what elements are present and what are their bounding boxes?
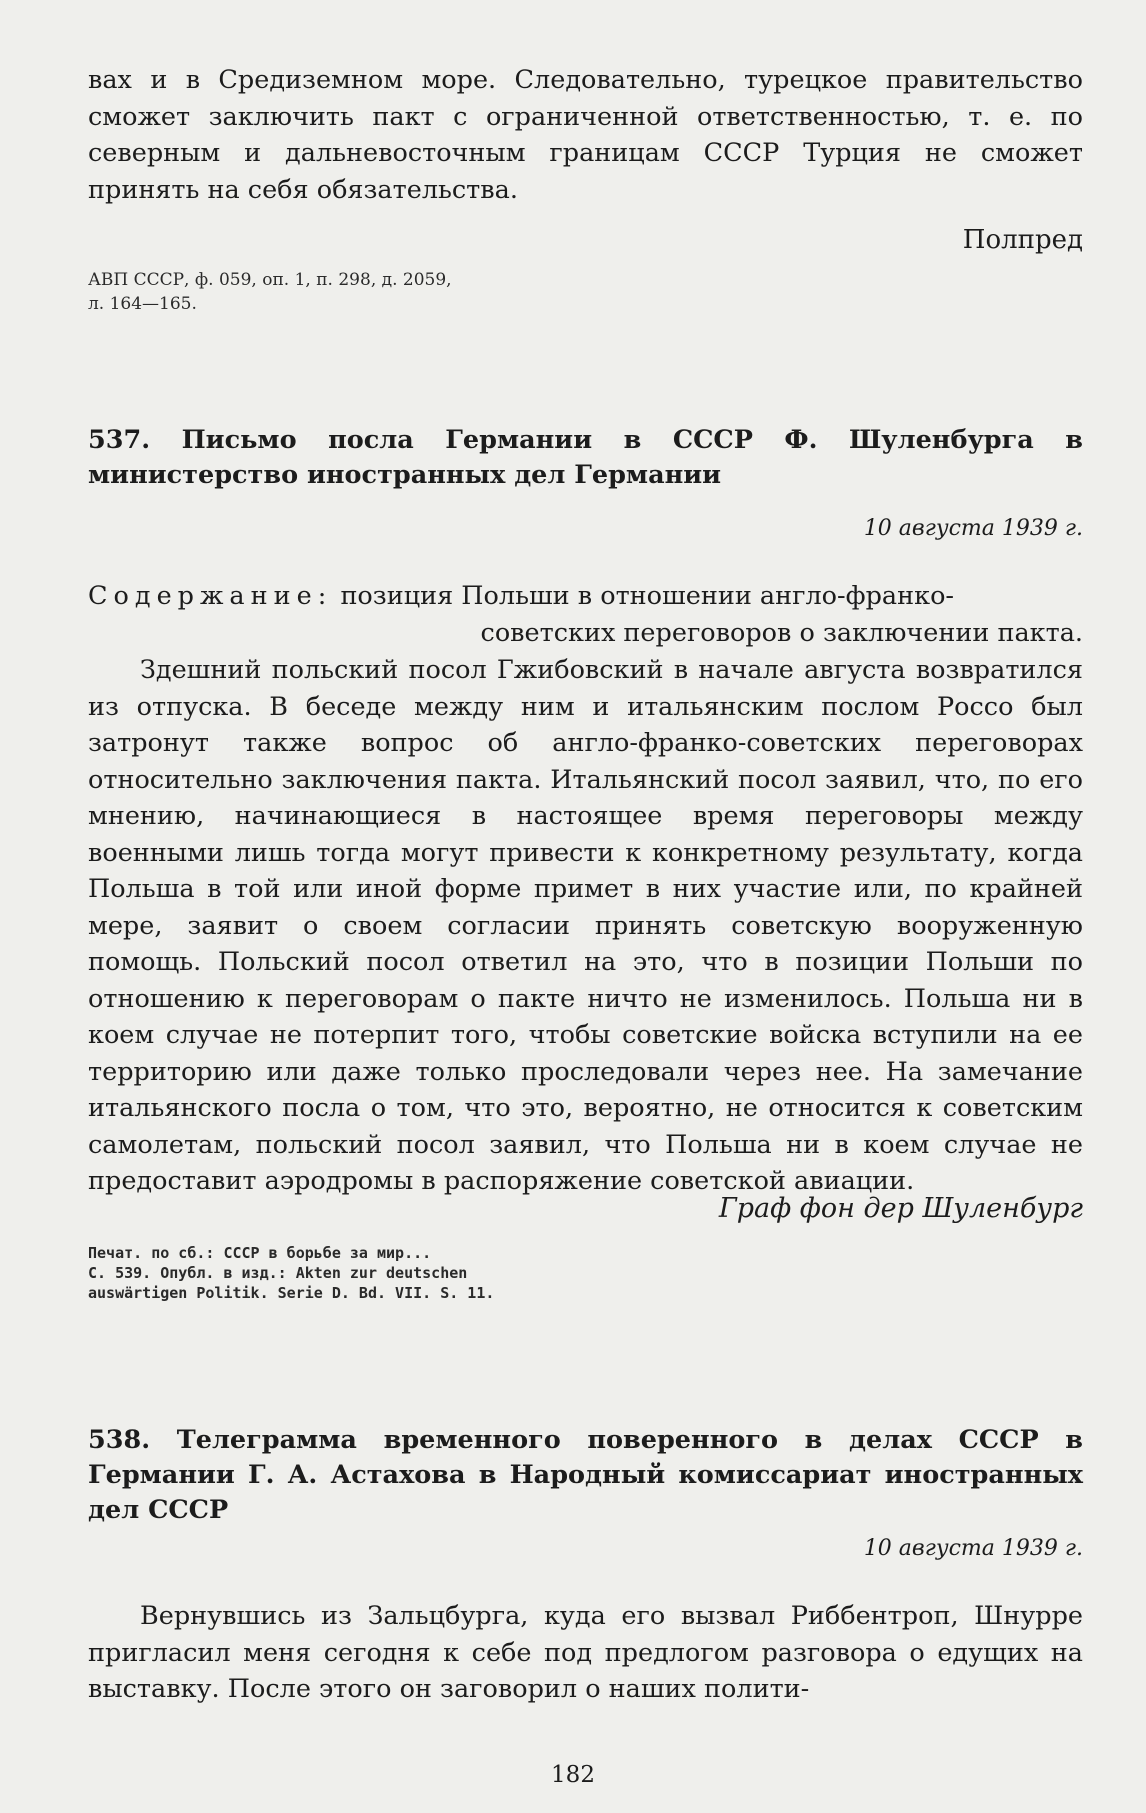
doc-538-date: 10 августа 1939 г. bbox=[863, 1536, 1083, 1561]
source-line: АВП СССР, ф. 059, оп. 1, п. 298, д. 2059, bbox=[88, 270, 452, 290]
doc-537-heading-block bbox=[88, 423, 1083, 493]
top-signature-block bbox=[88, 222, 1083, 259]
source-line: Печат. по сб.: СССР в борьбе за мир... bbox=[88, 1244, 432, 1262]
source-line: С. 539. Опубл. в изд.: Akten zur deutschen bbox=[88, 1264, 468, 1282]
top-source bbox=[88, 268, 1083, 316]
doc-537-body bbox=[88, 652, 1083, 1200]
top-paragraph: вах и в Средиземном море. Следовательно, турецкое правительство сможет заключить пакт с ограниченной ответственностью, т. е. по северным и дальневосточным границам СССР Турция не сможет принять на себя обязательства. bbox=[88, 65, 1083, 205]
doc-538-heading-block bbox=[88, 1423, 1083, 1528]
doc-537-heading: 537. Письмо посла Германии в СССР Ф. Шуленбурга в министерство иностранных дел Германии bbox=[88, 425, 1083, 490]
doc-537-content-line2 bbox=[88, 615, 1083, 652]
doc-537-content-line1 bbox=[88, 578, 1083, 615]
content-label: Содержание: bbox=[88, 581, 333, 611]
doc-537-signature: Граф фон дер Шуленбург bbox=[718, 1193, 1083, 1224]
doc-537-signature-block bbox=[88, 1193, 1083, 1224]
content-text-2: советских переговоров о заключении пакта. bbox=[480, 617, 1083, 648]
doc-538-heading: 538. Телеграмма временного поверенного в делах СССР в Германии Г. А. Астахова в Народный комиссариат иностранных дел СССР bbox=[88, 1425, 1083, 1525]
doc-538-body bbox=[88, 1598, 1083, 1708]
source-line: auswärtigen Politik. Serie D. Bd. VII. S. 11. bbox=[88, 1284, 495, 1302]
source-line: л. 164—165. bbox=[88, 294, 197, 314]
doc-537-content-block bbox=[88, 578, 1083, 651]
top-section bbox=[88, 62, 1083, 208]
doc-538-paragraph: Вернувшись из Зальцбурга, куда его вызвал Риббентроп, Шнурре пригласил меня сегодня к себе под предлогом разговора о едущих на выставку. После этого он заговорил о наших полити- bbox=[88, 1601, 1083, 1704]
doc-537-paragraph: Здешний польский посол Гжибовский в начале августа возвратился из отпуска. В беседе между ним и итальянским послом Россо был затронут также вопрос об англо-франко-советских переговорах относительно заключения пакта. Итальянский посол заявил, что, по его мнению, начинающиеся в настоящее время переговоры между военными лишь тогда могут привести к конкретному результату, когда Польша в той или иной форме примет в них участие или, по крайней мере, заявит о своем согласии принять советскую вооруженную помощь. Польский посол ответил на это, что в позиции Польши по отношению к переговорам о пакте ничто не изменилось. Польша ни в коем случае не потерпит того, чтобы советские войска вступили на ее территорию или даже только проследовали через нее. На замечание итальянского посла о том, что это, вероятно, не относится к советским самолетам, польский посол заявил, что Польша ни в коем случае не предоставит аэродромы в распоряжение советской авиации. bbox=[88, 655, 1083, 1196]
page-number: 182 bbox=[551, 1762, 595, 1788]
doc-537-source bbox=[88, 1243, 1083, 1303]
top-signature: Полпред bbox=[962, 225, 1083, 255]
content-text-1: позиция Польши в отношении англо-франко- bbox=[340, 581, 955, 611]
doc-537-date: 10 августа 1939 г. bbox=[863, 516, 1083, 541]
doc-537-date-block bbox=[88, 516, 1083, 541]
doc-538-date-block bbox=[88, 1536, 1083, 1561]
